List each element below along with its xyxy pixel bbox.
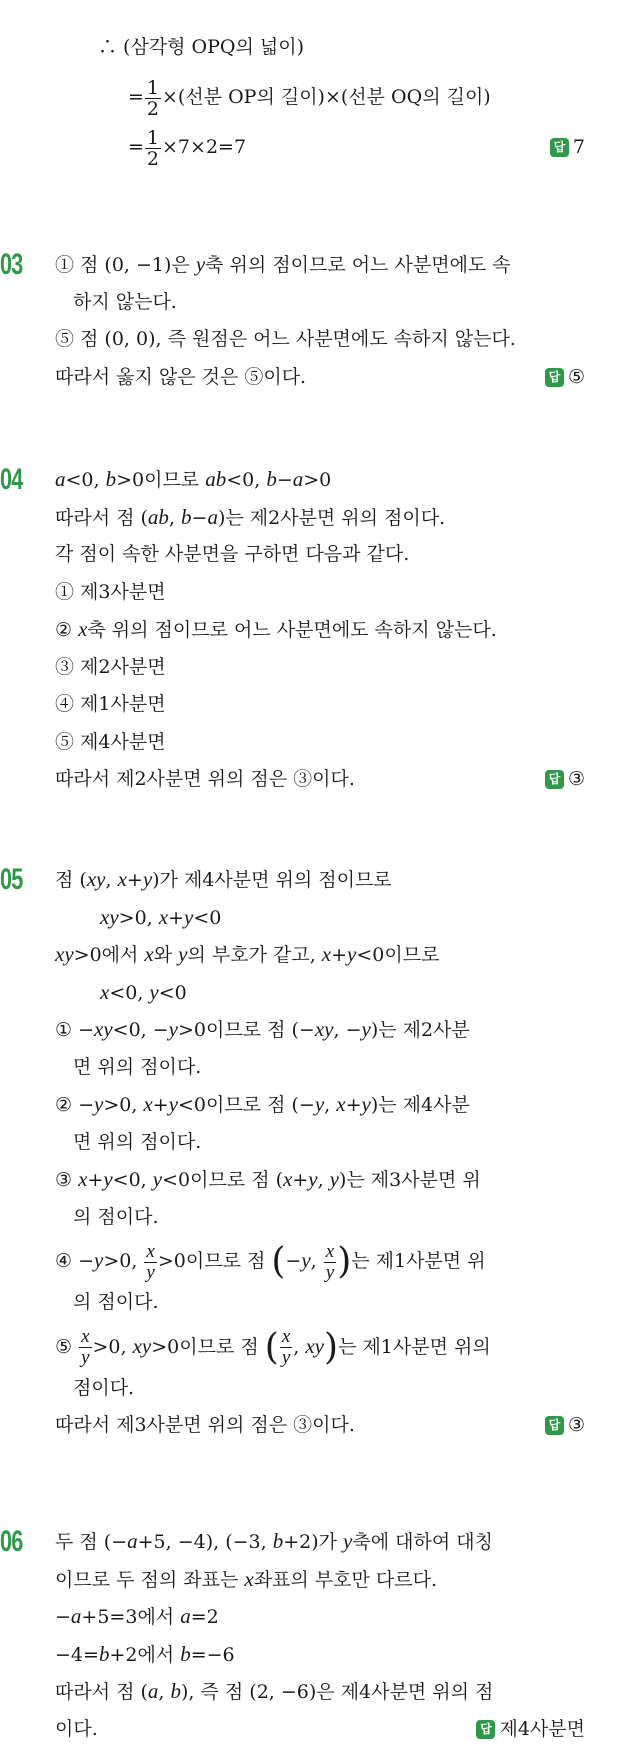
math-variable: x <box>158 904 169 929</box>
math-variable: y <box>168 1092 178 1116</box>
text-line <box>0 936 585 974</box>
text-line <box>0 1322 585 1370</box>
text-segment: + <box>168 906 184 929</box>
answer-value: 7 <box>572 136 585 158</box>
text-segment: +2에서 <box>109 1643 181 1666</box>
text-line <box>0 1673 585 1711</box>
text-segment: <0, <box>226 469 267 491</box>
text-line <box>0 321 585 359</box>
text-segment: ⑤ <box>55 1335 79 1358</box>
text-segment: , <box>310 1250 323 1272</box>
problem-section <box>0 461 585 799</box>
math-variable: y <box>142 867 153 891</box>
text-line <box>0 536 585 574</box>
text-segment: 각 점이 속한 사분면을 구하면 다음과 같다. <box>55 543 410 565</box>
text-line <box>0 1598 585 1636</box>
text-segment: >0이므로 <box>116 469 206 491</box>
text-line <box>0 499 585 537</box>
text-segment: , <box>324 1094 337 1116</box>
math-variable: x <box>78 1167 88 1191</box>
text-segment: − <box>55 1606 71 1628</box>
math-variable: a <box>70 1604 82 1628</box>
answer <box>476 1711 585 1749</box>
text-segment: 따라서 제3사분면 위의 점은 ③이다. <box>55 1414 355 1436</box>
text-segment: >0, <box>118 906 159 929</box>
problem-section <box>0 861 585 1445</box>
answer-badge-icon: 답 <box>550 138 569 157</box>
text-line <box>0 974 585 1012</box>
denominator: y <box>81 1347 90 1368</box>
math-variable: x <box>100 979 110 1004</box>
big-paren: ( <box>264 1326 279 1368</box>
text-segment: ×7×2=7 <box>162 136 247 158</box>
math-variable: b <box>272 1529 284 1553</box>
math-variable: y <box>152 1167 163 1191</box>
denominator: y <box>146 1261 155 1283</box>
text-segment: ③ 제2사분면 <box>55 655 166 678</box>
text-segment: ① − <box>55 1019 94 1041</box>
math-variable: xy <box>305 1333 325 1358</box>
denominator: 2 <box>146 97 160 120</box>
text-segment: + <box>126 869 143 891</box>
text-segment: <0 <box>158 981 187 1004</box>
math-variable: b <box>266 467 277 491</box>
text-line <box>0 1370 585 1408</box>
math-variable: y <box>343 1529 353 1553</box>
text-segment: 는 제1사분면 위 <box>351 1250 486 1272</box>
fraction <box>280 1327 292 1368</box>
math-variable: x <box>283 1167 293 1191</box>
math-variable: y <box>361 1092 371 1116</box>
numerator: 1 <box>146 76 160 99</box>
math-variable: y <box>347 942 357 966</box>
math-variable: y <box>94 1248 104 1272</box>
text-line <box>0 246 585 284</box>
answer-value: ⑤ <box>567 365 585 388</box>
text-segment: 하지 않는다. <box>73 290 177 313</box>
fraction <box>324 1242 336 1283</box>
denominator: y <box>281 1347 291 1368</box>
text-segment: 따라서 제2사분면 위의 점은 ③이다. <box>55 768 355 790</box>
math-variable: y <box>178 942 188 966</box>
text-segment: 축 위의 점이므로 어느 사분면에도 속 <box>205 254 511 276</box>
text-segment: = <box>128 86 144 108</box>
text-segment: 축 위의 점이므로 어느 사분면에도 속하지 않는다. <box>87 619 497 641</box>
text-segment: 따라서 옳지 않은 것은 ⑤이다. <box>55 365 307 388</box>
math-variable: xy <box>55 942 74 966</box>
text-segment: ⑤ 제4사분면 <box>55 730 166 753</box>
text-segment: 의 점이다. <box>73 1205 159 1228</box>
problem-section <box>0 1523 585 1748</box>
text-segment: , <box>293 1335 306 1358</box>
text-line <box>0 1284 585 1322</box>
text-segment: <0, − <box>112 1019 169 1041</box>
text-segment: 와 <box>153 944 179 966</box>
text-segment: + <box>345 1094 362 1116</box>
text-line <box>0 1561 585 1599</box>
text-line <box>0 899 585 937</box>
text-segment: >0에서 <box>73 944 145 966</box>
problem-number: 04 <box>0 463 23 496</box>
math-variable: a <box>180 1604 191 1628</box>
text-line <box>0 359 585 397</box>
math-variable: a <box>292 467 304 491</box>
text-segment: + <box>87 1169 104 1191</box>
answer <box>550 122 585 172</box>
text-line <box>0 1407 585 1445</box>
math-variable: a <box>127 1529 138 1553</box>
answer-value: 제4사분면 <box>499 1717 585 1740</box>
fraction <box>79 1327 91 1368</box>
text-segment: <0, <box>112 1169 153 1191</box>
math-variable: ab <box>205 467 227 491</box>
text-segment: )가 제4사분면 위의 점이므로 <box>152 869 392 891</box>
text-segment: , <box>317 1169 330 1191</box>
text-line <box>0 686 585 724</box>
answer-value: ③ <box>567 1414 585 1436</box>
text-segment: ① 점 (0, −1)은 <box>55 254 196 276</box>
text-line <box>0 574 585 612</box>
text-segment: ① 제3사분면 <box>55 580 166 603</box>
math-variable: y <box>184 904 194 929</box>
text-line <box>0 1011 585 1049</box>
math-variable: y <box>94 1092 104 1116</box>
text-line <box>0 761 585 799</box>
math-variable: x <box>321 942 332 966</box>
math-variable: b <box>170 1679 182 1703</box>
answer-badge-icon: 답 <box>545 770 564 789</box>
text-segment: )는 제2사분 <box>370 1019 470 1041</box>
text-segment: <0이므로 <box>356 944 440 966</box>
problem-number: 03 <box>0 248 23 281</box>
text-segment: 점 ( <box>55 869 87 891</box>
math-variable: x <box>336 1092 346 1116</box>
text-segment: >0이므로 점 <box>151 1335 265 1358</box>
answer-badge-icon: 답 <box>476 1720 495 1739</box>
text-segment: +5=3에서 <box>81 1606 181 1628</box>
text-segment: )는 제3사분면 위 <box>339 1169 481 1191</box>
math-variable: y <box>195 252 206 276</box>
problem-number: 05 <box>0 863 23 896</box>
math-variable: y <box>103 1167 113 1191</box>
text-segment: +2)가 <box>283 1531 344 1553</box>
text-line <box>0 1086 585 1124</box>
answer <box>545 1407 585 1445</box>
math-variable: ab <box>147 504 169 529</box>
text-line <box>0 861 585 899</box>
text-segment: ② − <box>55 1094 94 1116</box>
math-variable: y <box>329 1167 339 1191</box>
text-segment: 면 위의 점이다. <box>73 1130 202 1153</box>
text-segment: , <box>158 1681 171 1703</box>
text-line <box>0 1049 585 1087</box>
text-segment: , − <box>333 1019 362 1041</box>
text-segment: >0, <box>92 1335 133 1358</box>
math-variable: b <box>180 1641 191 1666</box>
text-segment: − <box>285 1250 302 1272</box>
text-segment: >0이므로 점 (− <box>178 1019 315 1041</box>
text-line <box>0 1523 585 1561</box>
text-segment: 따라서 점 ( <box>55 1681 148 1703</box>
math-variable: y <box>149 979 159 1004</box>
text-line <box>0 72 585 122</box>
text-segment: ④ − <box>55 1250 94 1272</box>
text-segment: 면 위의 점이다. <box>73 1055 202 1078</box>
text-segment: 축에 대하여 대칭 <box>352 1531 493 1553</box>
text-segment: −4= <box>55 1643 99 1666</box>
text-segment: 의 부호가 같고, <box>187 944 322 966</box>
fraction <box>145 128 161 169</box>
math-variable: xy <box>94 1017 113 1041</box>
answer-value: ③ <box>567 768 585 790</box>
text-line <box>0 724 585 762</box>
text-line <box>0 1161 585 1199</box>
numerator: x <box>81 1326 90 1347</box>
text-segment: 는 제1사분면 위의 <box>338 1335 491 1358</box>
text-line <box>0 461 585 499</box>
math-variable: y <box>168 1017 178 1041</box>
text-segment: 두 점 (− <box>55 1531 128 1553</box>
text-segment: )는 제2사분면 위의 점이다. <box>217 506 446 529</box>
big-paren: ) <box>324 1326 339 1368</box>
denominator: y <box>325 1261 335 1283</box>
math-variable: xy <box>314 1017 334 1041</box>
text-segment: − <box>276 469 293 491</box>
problem-number: 06 <box>0 1525 23 1558</box>
numerator: 1 <box>146 126 160 149</box>
math-variable: a <box>147 1679 159 1703</box>
text-segment: <0이므로 점 (− <box>178 1094 315 1116</box>
text-line <box>0 1124 585 1162</box>
text-line <box>0 1711 585 1749</box>
text-segment: ② <box>55 619 79 641</box>
fraction <box>144 1242 156 1283</box>
answer <box>545 359 585 397</box>
text-segment: <0, <box>65 469 106 491</box>
math-variable: x <box>117 867 127 891</box>
text-segment: >0, <box>103 1094 144 1116</box>
text-line <box>0 22 585 72</box>
text-segment: + <box>331 944 348 966</box>
text-line <box>0 122 585 172</box>
text-segment: ×(선분 OP의 길이)×(선분 OQ의 길이) <box>162 86 491 108</box>
denominator: 2 <box>146 147 160 170</box>
math-variable: xy <box>86 867 106 891</box>
text-segment: ③ <box>55 1169 79 1191</box>
text-segment: 점이다. <box>73 1376 135 1399</box>
text-line <box>0 1236 585 1284</box>
text-segment: <0, <box>109 981 150 1004</box>
text-line <box>0 1199 585 1237</box>
math-variable: b <box>98 1641 110 1666</box>
text-segment: >0, <box>103 1250 144 1272</box>
text-segment: 이다. <box>55 1717 98 1740</box>
math-variable: x <box>78 617 88 641</box>
text-segment: , <box>105 869 118 891</box>
problem-section <box>0 246 585 396</box>
text-segment: =−6 <box>190 1643 235 1666</box>
text-line <box>0 649 585 687</box>
answer-badge-icon: 답 <box>545 1416 564 1435</box>
text-segment: ∴ (삼각형 OPQ의 넓이) <box>98 36 305 58</box>
text-segment: , <box>168 506 182 529</box>
math-variable: y <box>314 1092 325 1116</box>
text-segment: = <box>128 136 144 158</box>
problem-section <box>0 22 585 172</box>
text-segment: + <box>152 1094 169 1116</box>
math-variable: a <box>55 467 66 491</box>
numerator: x <box>325 1240 335 1262</box>
numerator: x <box>146 1240 155 1262</box>
text-segment: 의 점이다. <box>73 1291 159 1313</box>
text-segment: − <box>191 506 208 529</box>
text-line <box>0 1636 585 1674</box>
text-segment: >0이므로 점 <box>157 1250 272 1272</box>
text-segment: + <box>292 1169 309 1191</box>
math-variable: x <box>244 1566 254 1591</box>
text-line <box>0 284 585 322</box>
fraction <box>145 78 161 119</box>
text-segment: ④ 제1사분면 <box>55 693 166 715</box>
math-variable: y <box>361 1017 371 1041</box>
text-segment: ), 즉 점 (2, −6)은 제4사분면 위의 점 <box>181 1681 494 1703</box>
math-variable: x <box>144 942 154 966</box>
text-line <box>0 611 585 649</box>
answer <box>545 761 585 799</box>
text-segment: 좌표의 부호만 다르다. <box>253 1568 437 1591</box>
math-variable: x <box>143 1092 153 1116</box>
math-variable: y <box>301 1248 311 1272</box>
math-variable: xy <box>132 1333 152 1358</box>
text-segment: <0 <box>193 906 222 929</box>
text-segment: 이므로 두 점의 좌표는 <box>55 1568 245 1591</box>
text-segment: +5, −4), (−3, <box>137 1531 273 1553</box>
math-variable: xy <box>100 904 119 929</box>
big-paren: ) <box>337 1241 352 1282</box>
text-segment: <0이므로 점 ( <box>162 1169 283 1191</box>
text-segment: )는 제4사분 <box>370 1094 470 1116</box>
text-segment: 따라서 점 ( <box>55 506 148 529</box>
math-variable: b <box>181 504 192 529</box>
math-variable: a <box>207 504 218 529</box>
math-variable: y <box>308 1167 318 1191</box>
big-paren: ( <box>271 1241 286 1282</box>
text-segment: ⑤ 점 (0, 0), 즉 원점은 어느 사분면에도 속하지 않는다. <box>55 328 516 350</box>
math-variable: b <box>105 467 117 491</box>
numerator: x <box>281 1326 291 1347</box>
text-segment: >0 <box>303 469 332 491</box>
answer-badge-icon: 답 <box>545 368 564 387</box>
text-segment: =2 <box>190 1606 219 1628</box>
